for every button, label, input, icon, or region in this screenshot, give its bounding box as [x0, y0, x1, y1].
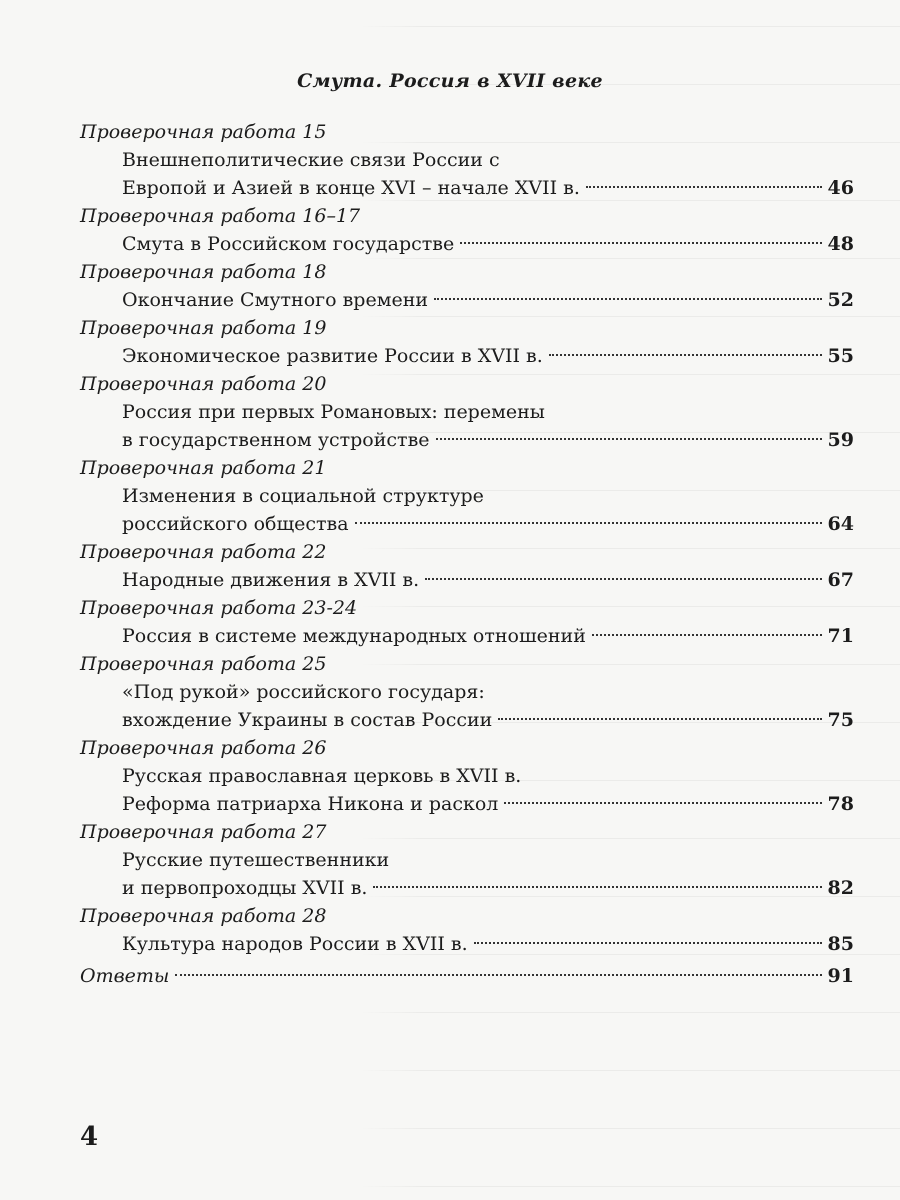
toc-page-number: 67 [827, 569, 854, 591]
toc-page-number: 64 [827, 513, 854, 535]
dot-leader [373, 884, 821, 888]
dot-leader [460, 240, 821, 244]
toc-line [80, 678, 854, 706]
work-title[interactable]: Проверочная работа 26 [80, 737, 327, 759]
toc-entry [80, 902, 854, 958]
dot-leader [175, 972, 821, 976]
toc-line-text: Экономическое развитие России в XVII в. [122, 345, 543, 367]
toc-page-number: 48 [827, 233, 854, 255]
answers-page-number: 91 [827, 965, 854, 987]
toc-line[interactable] [80, 930, 854, 958]
toc-page-number: 52 [827, 289, 854, 311]
toc-page-number: 71 [827, 625, 854, 647]
toc-line-text: Культура народов России в XVII в. [122, 933, 468, 955]
work-title[interactable]: Проверочная работа 23-24 [80, 597, 358, 619]
toc-page-number: 46 [827, 177, 854, 199]
toc-line-text: Реформа патриарха Никона и раскол [122, 793, 499, 815]
toc-line[interactable] [80, 706, 854, 734]
toc-line[interactable] [80, 174, 854, 202]
toc-line[interactable] [80, 622, 854, 650]
toc-entry [80, 538, 854, 594]
toc-line [80, 846, 854, 874]
toc-line [80, 398, 854, 426]
toc-line-text: «Под рукой» российского государя: [122, 681, 485, 703]
toc-line-text: Русские путешественники [122, 849, 390, 871]
toc-page-number: 75 [827, 709, 854, 731]
work-title[interactable]: Проверочная работа 16–17 [80, 205, 361, 227]
work-title[interactable]: Проверочная работа 25 [80, 653, 327, 675]
toc-line [80, 762, 854, 790]
section-title: Смута. Россия в XVII веке [297, 70, 603, 92]
toc-line-text: в государственном устройстве [122, 429, 430, 451]
work-title[interactable]: Проверочная работа 20 [80, 373, 327, 395]
toc-line[interactable] [80, 230, 854, 258]
toc-line[interactable] [80, 286, 854, 314]
toc-line-text: и первопроходцы XVII в. [122, 877, 368, 899]
toc-entry [80, 118, 854, 202]
toc-line-text: Изменения в социальной структуре [122, 485, 484, 507]
toc-entry [80, 594, 854, 650]
work-title[interactable]: Проверочная работа 28 [80, 905, 327, 927]
dot-leader [586, 184, 822, 188]
work-title[interactable]: Проверочная работа 22 [80, 541, 327, 563]
toc-page-number: 85 [827, 933, 854, 955]
toc-entry [80, 734, 854, 818]
toc-line[interactable] [80, 342, 854, 370]
toc-line-text: Россия при первых Романовых: перемены [122, 401, 545, 423]
toc-line[interactable] [80, 426, 854, 454]
dot-leader [504, 800, 821, 804]
answers-label: Ответы [80, 965, 170, 987]
toc-entry [80, 454, 854, 538]
work-title[interactable]: Проверочная работа 21 [80, 457, 327, 479]
toc-page-number: 78 [827, 793, 854, 815]
toc-entry [80, 314, 854, 370]
toc-entry [80, 650, 854, 734]
toc-line[interactable] [80, 566, 854, 594]
toc-entry [80, 370, 854, 454]
dot-leader [355, 520, 822, 524]
toc-entry [80, 818, 854, 902]
page-number: 4 [80, 1122, 99, 1152]
toc-page-number: 55 [827, 345, 854, 367]
dot-leader [436, 436, 822, 440]
dot-leader [498, 716, 821, 720]
dot-leader [592, 632, 822, 636]
toc-line[interactable] [80, 790, 854, 818]
toc-page-number: 82 [827, 877, 854, 899]
dot-leader [425, 576, 821, 580]
toc-line-text: Европой и Азией в конце XVI – начале XVII в. [122, 177, 580, 199]
dot-leader [549, 352, 822, 356]
work-title[interactable]: Проверочная работа 19 [80, 317, 327, 339]
toc-line-text: Народные движения в XVII в. [122, 569, 420, 591]
toc-line-text: вхождение Украины в состав России [122, 709, 493, 731]
toc-line-text: Россия в системе международных отношений [122, 625, 586, 647]
toc-line[interactable] [80, 874, 854, 902]
toc-line[interactable] [80, 510, 854, 538]
toc-line-text: Окончание Смутного времени [122, 289, 429, 311]
toc-line [80, 482, 854, 510]
toc-line-text: Русская православная церковь в XVII в. [122, 765, 522, 787]
dot-leader [474, 940, 822, 944]
work-title[interactable]: Проверочная работа 18 [80, 261, 327, 283]
toc-line-text: российского общества [122, 513, 349, 535]
dot-leader [434, 296, 821, 300]
toc-entries [80, 118, 854, 958]
toc-line [80, 146, 854, 174]
work-title[interactable]: Проверочная работа 15 [80, 121, 327, 143]
toc-line-text: Смута в Российском государстве [122, 233, 455, 255]
toc-answers[interactable] [80, 962, 854, 990]
toc-line-text: Внешнеполитические связи России с [122, 149, 500, 171]
toc-page-number: 59 [827, 429, 854, 451]
toc-entry [80, 202, 854, 258]
toc-entry [80, 258, 854, 314]
work-title[interactable]: Проверочная работа 27 [80, 821, 327, 843]
table-of-contents [80, 118, 854, 990]
